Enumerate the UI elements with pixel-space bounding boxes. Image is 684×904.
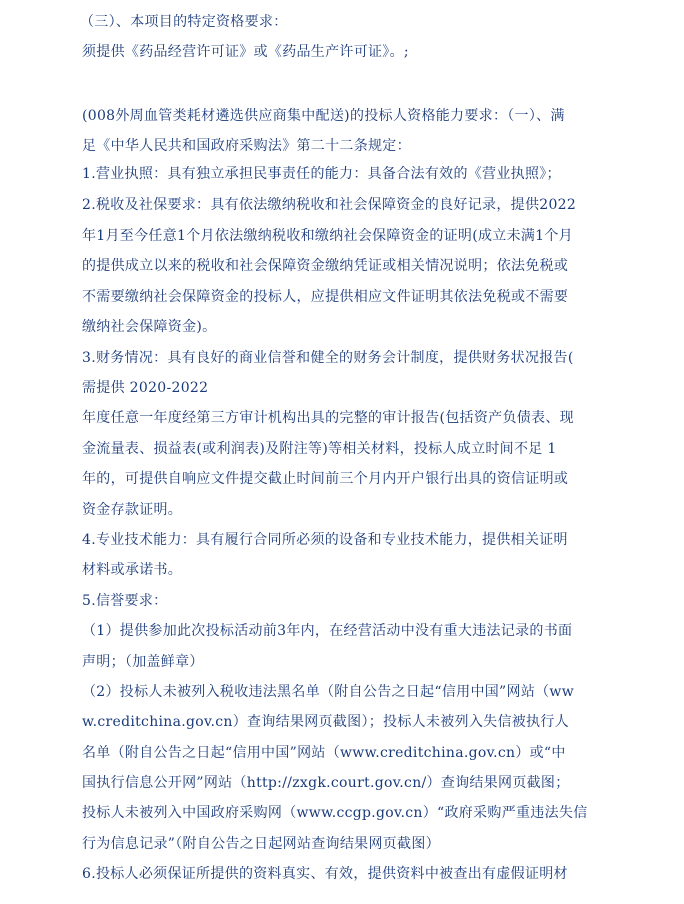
paragraph-line: 3.财务情况：具有良好的商业信誉和健全的财务会计制度，提供财务状况报告(	[82, 350, 574, 366]
paragraph-line: （1）提供参加此次投标活动前3年内，在经营活动中没有重大违法记录的书面	[82, 623, 573, 639]
paragraph-line: w.creditchina.gov.cn）查询结果网页截图）；投标人未被列入失信被执行人	[82, 714, 569, 730]
paragraph-line: 名单（附自公告之日起“信用中国”网站（www.creditchina.gov.cn）或“中	[82, 745, 566, 761]
paragraph-line: 金流量表、损益表(或利润表)及附注等)等相关材料，投标人成立时间不足 1	[82, 441, 557, 457]
paragraph-line: 4.专业技术能力：具有履行合同所必须的设备和专业技术能力，提供相关证明	[82, 532, 568, 548]
paragraph-line: 足《中华人民共和国政府采购法》第二十二条规定：	[82, 138, 411, 154]
paragraph-line: 声明；（加盖鲜章）	[82, 654, 204, 670]
paragraph-line: 投标人未被列入中国政府采购网（www.ccgp.gov.cn）“政府采购严重违法失信	[82, 805, 588, 821]
paragraph-line: 不需要缴纳社会保障资金的投标人，应提供相应文件证明其依法免税或不需要	[82, 289, 569, 305]
paragraph-line: 材料或承诺书。	[82, 562, 183, 578]
paragraph-line: （2）投标人未被列入税收违法黑名单（附自公告之日起“信用中国”网站（ww	[82, 684, 574, 700]
paragraph-line: 的提供成立以来的税收和社会保障资金缴纳凭证或相关情况说明；依法免税或	[82, 258, 569, 274]
paragraph-line: 需提供 2020-2022	[82, 380, 209, 396]
paragraph-line: 行为信息记录”（附自公告之日起网站查询结果网页截图）	[82, 836, 440, 852]
paragraph-line: 资金存款证明。	[82, 502, 183, 518]
paragraph-line: 国执行信息公开网”网站（http://zxgk.court.gov.cn/）查询结果网页截图；	[82, 775, 570, 791]
paragraph-line: 年度任意一年度经第三方审计机构出具的完整的审计报告(包括资产负债表、现	[82, 410, 574, 426]
paragraph-line: 年的，可提供自响应文件提交截止时间前三个月内开户银行出具的资信证明或	[82, 471, 569, 487]
paragraph-line: 1.营业执照：具有独立承担民事责任的能力：具备合法有效的《营业执照》；	[82, 166, 561, 182]
paragraph-line: 须提供《药品经营许可证》或《药品生产许可证》。;	[82, 44, 409, 60]
paragraph-line: 6.投标人必须保证所提供的资料真实、有效，提供资料中被查出有虚假证明材	[82, 866, 568, 882]
paragraph-line: (008外周血管类耗材遴选供应商集中配送)的投标人资格能力要求：（一）、满	[82, 108, 565, 124]
paragraph-line: 5.信誉要求：	[82, 593, 168, 609]
section-heading: （三）、本项目的特定资格要求：	[80, 14, 288, 30]
paragraph-line: 缴纳社会保障资金)。	[82, 319, 217, 335]
paragraph-line: 年1月至今任意1个月依法缴纳税收和缴纳社会保障资金的证明(成立未满1个月	[82, 228, 573, 244]
paragraph-line: 2.税收及社保要求：具有依法缴纳税收和社会保障资金的良好记录，提供2022	[82, 197, 577, 213]
